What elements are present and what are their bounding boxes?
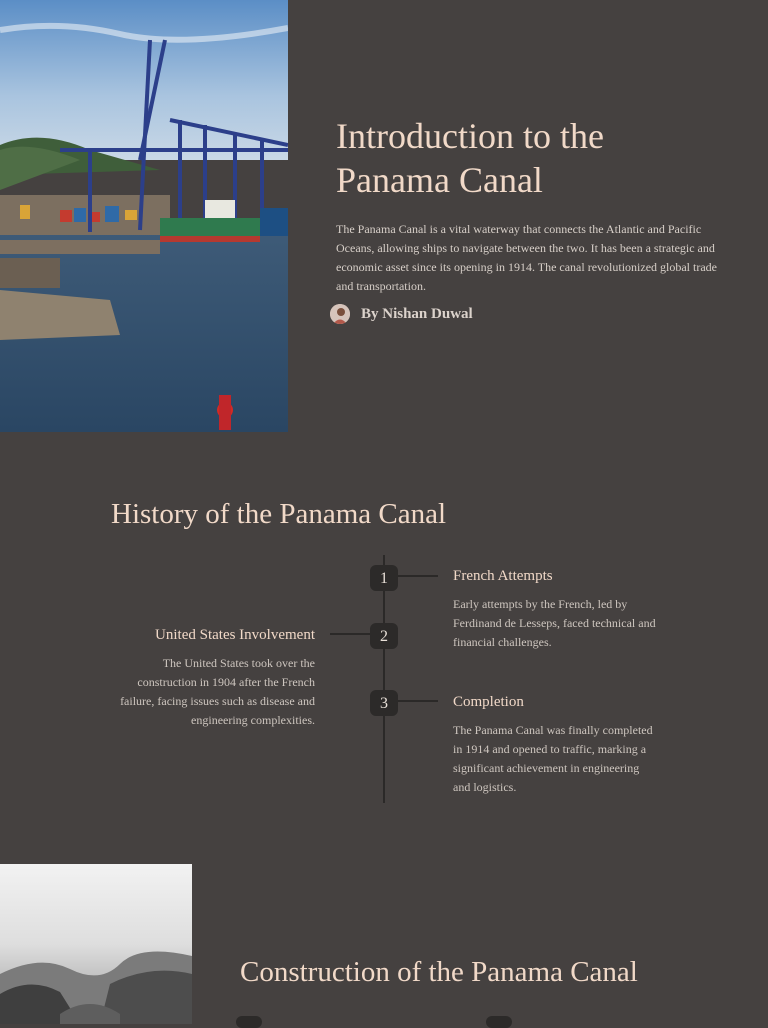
timeline-step-3-title: Completion <box>453 694 524 710</box>
construction-section-title: Construction of the Panama Canal <box>240 956 638 988</box>
timeline-step-3-description: The Panama Canal was finally completed in 1914 and opened to traffic, marking a significant achievement in engineering and logistics. <box>453 723 653 794</box>
timeline-step-2-badge: 2 <box>370 623 398 649</box>
timeline-connector <box>330 633 370 635</box>
timeline-step-1-badge: 1 <box>370 565 398 591</box>
construction-step-badge <box>236 1016 262 1028</box>
intro-description: The Panama Canal is a vital waterway that connects the Atlantic and Pacific Oceans, allowing ships to navigate between the two. It has been a strategic and economic asset since its opening in 1914. The canal revolutionized global trade and transportation. <box>336 222 717 293</box>
hero-section <box>336 114 726 324</box>
timeline-step-2-description: The United States took over the construction in 1904 after the French failure, facing issues such as disease and engineering complexities. <box>120 656 315 727</box>
page-title: Introduction to the Panama Canal <box>336 116 604 200</box>
timeline-step-2-title: United States Involvement <box>155 627 315 643</box>
history-section-title: History of the Panama Canal <box>111 498 447 530</box>
author-block <box>336 304 726 324</box>
timeline-step-1-description: Early attempts by the French, led by Ferdinand de Lesseps, faced technical and financial challenges. <box>453 597 656 649</box>
timeline-step-1-title: French Attempts <box>453 568 553 584</box>
author-avatar <box>330 304 350 324</box>
construction-step-badge <box>486 1016 512 1028</box>
timeline-step-3-badge: 3 <box>370 690 398 716</box>
timeline-line <box>383 555 385 803</box>
timeline-connector <box>398 575 438 577</box>
construction-historical-image <box>0 864 192 1024</box>
hero-image-panama-port <box>0 0 288 432</box>
timeline-connector <box>398 700 438 702</box>
author-name: By Nishan Duwal <box>361 305 473 322</box>
